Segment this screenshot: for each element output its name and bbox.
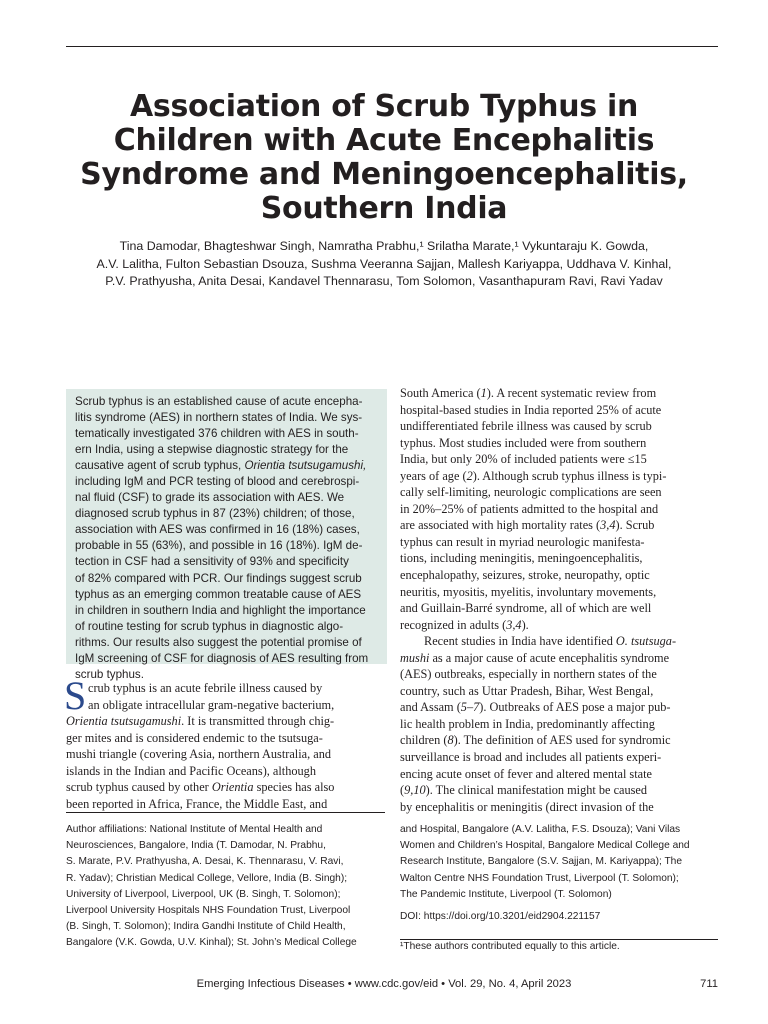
- body-text: ). The definition of AES used for syndromic: [453, 733, 671, 748]
- abstract-line: tection in CSF had a sensitivity of 93% and specificity: [75, 555, 349, 569]
- body-text: recognized in adults (: [400, 617, 507, 632]
- body-line: India, but only 20% of included patients were ≤15: [400, 452, 647, 467]
- drop-cap: S: [64, 673, 87, 718]
- body-line: [400, 633, 718, 650]
- author-affiliations: [66, 822, 386, 952]
- affiliation-line: Author affiliations: National Institute of Mental Health and: [66, 824, 323, 835]
- title-line: Southern India: [260, 191, 508, 226]
- abstract-line: diagnosed scrub typhus in 87 (23%) children; of those,: [75, 507, 355, 521]
- affiliation-line: Bangalore (V.K. Gowda, U.V. Kinhal); St. John’s Medical College: [66, 937, 357, 949]
- body-line: cally self-limiting, neurologic complications are seen: [400, 485, 662, 500]
- footnote: ¹These authors contributed equally to this article.: [400, 941, 620, 952]
- reference-link[interactable]: 5–7: [460, 700, 480, 715]
- body-text: South America (: [400, 386, 481, 400]
- body-line: (AES) outbreaks, especially in northern states of the: [400, 667, 657, 682]
- body-line: been reported in Africa, France, the Middle East, and: [66, 796, 328, 811]
- body-line: country, such as Uttar Pradesh, Bihar, West Bengal,: [400, 683, 654, 698]
- body-text: ). Scrub: [615, 518, 655, 533]
- organism-name: Orientia tsutsugamushi,: [244, 459, 367, 473]
- body-text: as a major cause of acute encephalitis syndrome: [429, 650, 670, 665]
- body-text: . It is transmitted through chig-: [181, 714, 335, 729]
- body-line: [66, 779, 385, 796]
- abstract-line: including IgM and PCR testing of blood and cerebrospi-: [75, 475, 360, 489]
- body-line: neuritis, myositis, myelitis, involuntary movements,: [400, 584, 657, 599]
- body-text: ). The clinical manifestation might be caused: [425, 783, 648, 798]
- body-line: [400, 732, 718, 749]
- author-line: P.V. Prathyusha, Anita Desai, Kandavel Thennarasu, Tom Solomon, Vasanthapuram Ravi, Ravi Yadav: [105, 274, 663, 288]
- affiliation-line: and Hospital, Bangalore (A.V. Lalitha, F.S. Dsouza); Vani Vilas: [400, 824, 681, 835]
- body-line: [400, 468, 718, 485]
- affiliation-line: (B. Singh, T. Solomon); Indira Gandhi Institute of Child Health,: [66, 921, 346, 933]
- reference-link[interactable]: 3,4: [506, 617, 522, 632]
- body-line: typhus can result in myriad neurologic manifesta-: [400, 534, 645, 549]
- body-line: mushi triangle (covering Asia, northern Australia, and: [66, 747, 332, 762]
- author-line: A.V. Lalitha, Fulton Sebastian Dsouza, Sushma Veeranna Sajjan, Mallesh Kariyappa, Uddhava V. Kinhal,: [96, 256, 672, 271]
- body-line: [400, 699, 718, 716]
- body-line: by encephalitis or meningitis (direct invasion of the: [400, 799, 654, 814]
- reference-link[interactable]: 9,10: [404, 783, 426, 798]
- body-text: ).: [521, 617, 529, 632]
- body-text: are associated with high mortality rates (: [400, 518, 601, 533]
- body-text: children (: [400, 733, 448, 748]
- body-text: ). Outbreaks of AES pose a major pub-: [479, 700, 671, 715]
- abstract-line: tematically investigated 376 children with AES in south-: [75, 427, 359, 441]
- body-line: encephalopathy, seizures, stroke, neuropathy, optic: [400, 568, 650, 583]
- author-list: [40, 238, 728, 291]
- body-line: [400, 385, 718, 402]
- abstract-line: probable in 55 (63%), and possible in 16 (18%). IgM de-: [75, 539, 363, 553]
- body-text: scrub typhus caused by other: [66, 780, 212, 795]
- body-line: an obligate intracellular gram-negative bacterium,: [88, 697, 335, 712]
- abstract-line: association with AES was confirmed in 16 (18%) cases,: [75, 523, 360, 537]
- body-line: surveillance is broad and includes all patients experi-: [400, 750, 662, 765]
- body-text: ). A recent systematic review from: [486, 386, 657, 400]
- body-line: tions, including meningitis, meningoencephalitis,: [400, 551, 643, 566]
- page-number: 711: [700, 978, 718, 990]
- body-line: hospital-based studies in India reported 25% of acute: [400, 402, 662, 417]
- abstract-line: rithms. Our results also suggest the potential promise of: [75, 635, 362, 649]
- journal-footer: Emerging Infectious Diseases • www.cdc.gov/eid • Vol. 29, No. 4, April 2023: [196, 978, 572, 990]
- abstract-line: litis syndrome (AES) in northern states of India. We sys-: [75, 411, 363, 425]
- title-line: Syndrome and Meningoencephalitis,: [80, 157, 688, 192]
- body-line: [400, 517, 718, 534]
- body-text: species has also: [253, 780, 335, 795]
- title-line: Association of Scrub Typhus in: [129, 89, 639, 124]
- reference-link[interactable]: 1: [480, 386, 487, 400]
- body-line: [66, 713, 385, 730]
- abstract-box: [66, 389, 387, 681]
- body-line: crub typhus is an acute febrile illness caused by: [88, 681, 323, 695]
- organism-name: mushi: [400, 650, 430, 665]
- body-line: and Guillain-Barré syndrome, all of which are well: [400, 601, 652, 616]
- abstract-line-text: causative agent of scrub typhus,: [75, 459, 245, 473]
- affiliation-line: Liverpool University Hospitals NHS Foundation Trust, Liverpool: [66, 905, 351, 917]
- body-line: lic health problem in India, predominantly affecting: [400, 716, 655, 731]
- body-column-right: [400, 385, 718, 815]
- affiliation-line: Research Institute, Bangalore (S.V. Sajjan, M. Kariyappa); The: [400, 856, 683, 868]
- body-column-left: [66, 680, 385, 812]
- body-line: ger mites and is considered endemic to the tsutsuga-: [66, 730, 323, 745]
- body-line: [400, 650, 718, 667]
- abstract-line: in children in southern India and highlight the importance: [75, 603, 366, 617]
- body-text: years of age (: [400, 468, 467, 483]
- abstract-line: typhus as an emerging common treatable cause of AES: [75, 587, 362, 601]
- affiliations-rule: [66, 812, 385, 813]
- body-line: in 20%–25% of patients admitted to the hospital and: [400, 501, 659, 516]
- body-text: (: [400, 783, 405, 798]
- abstract-line: IgM screening of CSF for diagnosis of AES resulting from: [75, 651, 369, 665]
- organism-name: Orientia: [211, 780, 254, 795]
- body-line: typhus. Most studies included were from southern: [400, 435, 647, 450]
- abstract-line: scrub typhus.: [75, 667, 144, 681]
- affiliation-line: S. Marate, P.V. Prathyusha, A. Desai, K. Thennarasu, V. Ravi,: [66, 856, 344, 868]
- affiliation-line: University of Liverpool, Liverpool, UK (B. Singh, T. Solomon);: [66, 888, 341, 900]
- reference-link[interactable]: 3,4: [600, 518, 616, 533]
- affiliation-line: Walton Centre NHS Foundation Trust, Liverpool (T. Solomon);: [400, 872, 679, 884]
- affiliation-line: Neurosciences, Bangalore, India (T. Damodar, N. Prabhu,: [66, 840, 326, 852]
- affiliation-line: Women and Children’s Hospital, Bangalore Medical College and: [400, 840, 690, 852]
- abstract-line: ern India, using a stepwise diagnostic strategy for the: [75, 443, 349, 457]
- affiliation-line: R. Yadav); Christian Medical College, Vellore, India (B. Singh);: [66, 872, 348, 884]
- body-line: [400, 617, 718, 634]
- author-affiliations-continued: [400, 822, 718, 903]
- header-rule: [66, 46, 718, 47]
- body-line: undifferentiated febrile illness was caused by scrub: [400, 419, 652, 434]
- doi-link[interactable]: DOI: https://doi.org/10.3201/eid2904.221157: [400, 911, 601, 922]
- affiliation-line: The Pandemic Institute, Liverpool (T. Solomon): [400, 888, 612, 900]
- organism-name: Orientia tsutsugamushi: [66, 714, 182, 729]
- reference-link[interactable]: 2: [466, 468, 473, 483]
- body-text: ). Although scrub typhus illness is typi-: [472, 468, 667, 483]
- abstract-line: of 82% compared with PCR. Our findings suggest scrub: [75, 571, 362, 585]
- title-line: Children with Acute Encephalitis: [113, 123, 655, 158]
- body-text: and Assam (: [400, 700, 461, 715]
- abstract-line: Scrub typhus is an established cause of acute encepha-: [75, 395, 363, 408]
- body-line: encing acute onset of fever and altered mental state: [400, 766, 652, 781]
- abstract-line: nal fluid (CSF) to grade its association with AES. We: [75, 491, 345, 505]
- article-title: [50, 90, 718, 226]
- body-text: Recent studies in India have identified: [424, 634, 616, 649]
- organism-name: O. tsutsuga-: [615, 634, 677, 649]
- body-line: islands in the Indian and Pacific Oceans), although: [66, 763, 316, 778]
- body-line: [400, 782, 718, 799]
- abstract-line: of routine testing for scrub typhus in diagnostic algo-: [75, 619, 344, 633]
- footnote-rule: [400, 939, 718, 940]
- abstract-line: [75, 458, 379, 474]
- reference-link[interactable]: 8: [447, 733, 454, 748]
- author-line: Tina Damodar, Bhagteshwar Singh, Namratha Prabhu,¹ Srilatha Marate,¹ Vykuntaraju K. Gowda,: [119, 239, 649, 253]
